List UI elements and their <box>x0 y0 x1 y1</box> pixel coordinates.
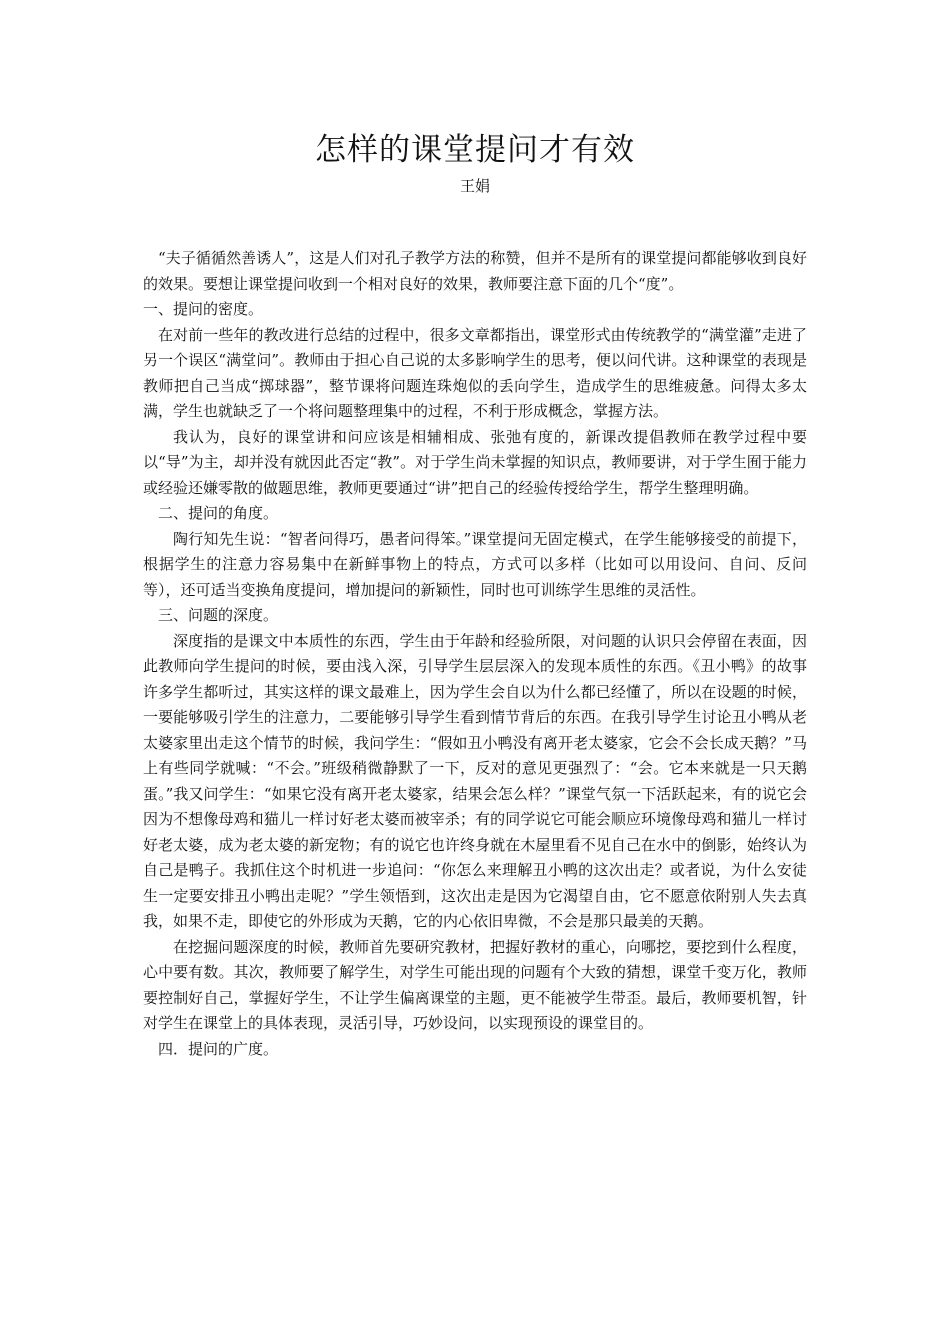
body-paragraph: 在挖掘问题深度的时候，教师首先要研究教材，把握好教材的重心，向哪挖，要挖到什么程度，心中要有数。其次，教师要了解学生，对学生可能出现的问题有个大致的猜想，课堂千变万化，教师要控制好自己，掌握好学生，不让学生偏离课堂的主题，更不能被学生带歪。最后，教师要机智，针对学生在课堂上的具体表现，灵活引导，巧妙设问，以实现预设的课堂目的。 <box>143 937 807 1032</box>
author-name: 王娟 <box>459 177 490 195</box>
document-title: 怎样的课堂提问才有效 <box>315 132 635 168</box>
body-paragraph: 深度指的是课文中本质性的东西，学生由于年龄和经验所限，对问题的认识只会停留在表面，因此教师向学生提问的时候，要由浅入深，引导学生层层深入的发现本质性的东西。《丑小鸭》的故事许多学生都听过，其实这样的课文最难上，因为学生会自以为什么都已经懂了，所以在设题的时候，一要能够吸引学生的注意力，二要能够引导学生看到情节背后的东西。在我引导学生讨论丑小鸭从老太婆家里出走这个情节的时候，我问学生：“假如丑小鸭没有离开老太婆家，它会不会长成天鹅？”马上有些同学就喊：“不会。”班级稍微静默了一下，反对的意见更强烈了：“会。它本来就是一只天鹅蛋。”我又问学生：“如果它没有离开老太婆家，结果会怎么样？”课堂气氛一下活跃起来，有的说它会因为不想像母鸡和猫儿一样讨好老太婆而被宰杀；有的同学说它可能会顺应环境像母鸡和猫儿一样讨好老太婆，成为老太婆的新宠物；有的说它也许终身就在木屋里看不见自己在水中的倒影，始终认为自己是鸭子。我抓住这个时机进一步追问：“你怎么来理解丑小鸭的这次出走？或者说，为什么安徒生一定要安排丑小鸭出走呢？”学生领悟到，这次出走是因为它渴望自由，它不愿意依附别人失去真我，如果不走，即使它的外形成为天鹅，它的内心依旧卑微，不会是那只最美的天鹅。 <box>143 631 807 930</box>
section-heading-2: 二、提问的角度。 <box>158 504 279 522</box>
section-heading-3: 三、问题的深度。 <box>158 606 279 624</box>
section-heading-1: 一、提问的密度。 <box>143 300 264 318</box>
document-body <box>143 246 807 1062</box>
section-heading-4: 四．提问的广度。 <box>158 1039 279 1058</box>
body-paragraph: 陶行知先生说：“智者问得巧，愚者问得笨。”课堂提问无固定模式，在学生能够接受的前提下，根据学生的注意力容易集中在新鲜事物上的特点，方式可以多样（比如可以用设问、自问、反问等），还可适当变换角度提问，增加提问的新颖性，同时也可训练学生思维的灵活性。 <box>143 529 807 599</box>
body-paragraph: 我认为，良好的课堂讲和问应该是相辅相成、张弛有度的，新课改提倡教师在教学过程中要以“导”为主，却并没有就因此否定“教”。对于学生尚未掌握的知识点，教师要讲，对于学生囿于能力或经验还嫌零散的做题思维，教师更要通过“讲”把自己的经验传授给学生，帮学生整理明确。 <box>143 427 807 497</box>
body-paragraph: 在对前一些年的教改进行总结的过程中，很多文章都指出，课堂形式由传统教学的“满堂灌”走进了另一个误区“满堂问”。教师由于担心自己说的太多影响学生的思考，便以问代讲。这种课堂的表现是教师把自己当成“掷球器”，整节课将问题连珠炮似的丢向学生，造成学生的思维疲惫。问得太多太满，学生也就缺乏了一个将问题整理集中的过程，不利于形成概念，掌握方法。 <box>143 325 807 420</box>
intro-paragraph: “夫子循循然善诱人”，这是人们对孔子教学方法的称赞，但并不是所有的课堂提问都能够收到良好的效果。要想让课堂提问收到一个相对良好的效果，教师要注意下面的几个“度”。 <box>143 249 807 293</box>
